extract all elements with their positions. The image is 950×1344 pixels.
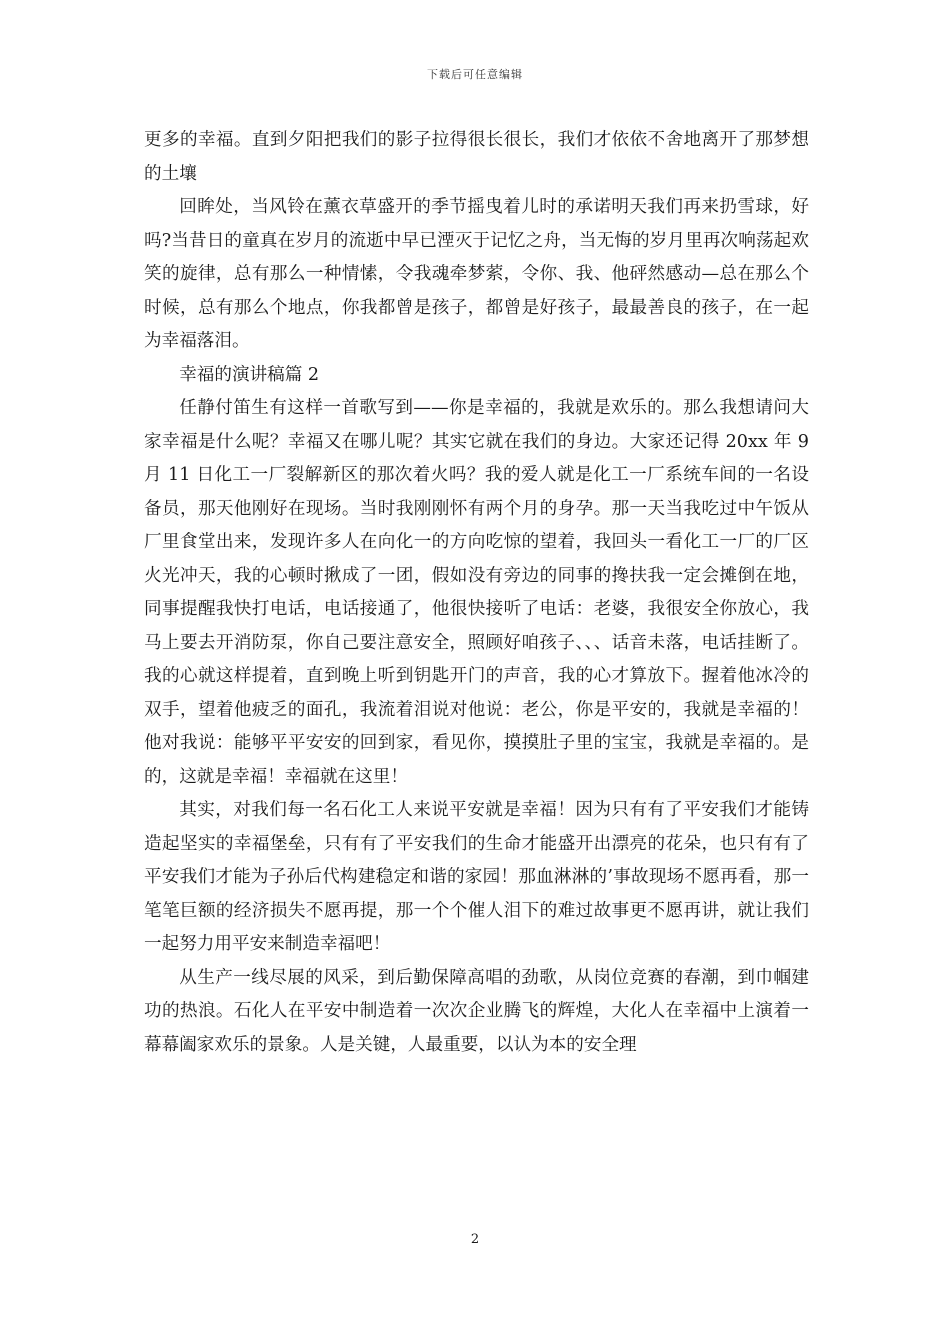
paragraph: 从生产一线尽展的风采，到后勤保障高唱的劲歌，从岗位竞赛的春潮，到巾帼建功的热浪。石化人在平安中制造着一次次企业腾飞的辉煌，大化人在幸福中上演着一幕幕阖家欢乐的景象。人是关键，人最重要，以认为本的安全理 (144, 967, 809, 1055)
paragraph: 任静付笛生有这样一首歌写到——你是幸福的，我就是欢乐的。那么我想请问大家幸福是什么呢？幸福又在哪儿呢？其实它就在我们的身边。大家还记得 20xx 年 9 月 11 日化工一厂裂解新区的那次着火吗？我的爱人就是化工一厂系统车间的一名设备员，那天他刚好在现场。当时我刚刚怀有两个月的身孕。那一天当我吃过中午饭从厂里食堂出来，发现许多人在向化一的方向吃惊的望着，我回头一看化工一厂的厂区火光冲天，我的心顿时揪成了一团，假如没有旁边的同事的搀扶我一定会摊倒在地，同事提醒我快打电话，电话接通了，他很快接听了电话：老婆，我很安全你放心，我马上要去开消防泵，你自己要注意安全，照顾好咱孩子、、、话音未落，电话挂断了。我的心就这样提着，直到晚上听到钥匙开门的声音，我的心才算放下。握着他冰冷的双手，望着他疲乏的面孔，我流着泪说对他说：老公，你是平安的，我就是幸福的！他对我说：能够平平安安的回到家，看见你，摸摸肚子里的宝宝，我就是幸福的。是的，这就是幸福！幸福就在这里！ (144, 398, 809, 787)
paragraph-continued: 更多的幸福。直到夕阳把我们的影子拉得很长很长，我们才依依不舍地离开了那梦想的土壤 (144, 130, 809, 184)
section-heading: 幸福的演讲稿篇 2 (179, 364, 320, 385)
paragraph: 其实，对我们每一名石化工人来说平安就是幸福！因为只有有了平安我们才能铸造起坚实的幸福堡垒，只有有了平安我们的生命才能盛开出漂亮的花朵，也只有有了平安我们才能为子孙后代构建稳定和谐的家园！那血淋淋的’事故现场不愿再看，那一笔笔巨额的经济损失不愿再提，那一个个催人泪下的难过故事更不愿再讲，就让我们一起努力用平安来制造幸福吧！ (144, 800, 809, 954)
page-number: 2 (470, 1232, 480, 1247)
page-header: 下载后可任意编辑 (427, 68, 523, 81)
document-body (144, 124, 809, 1062)
paragraph: 回眸处，当风铃在薰衣草盛开的季节摇曳着儿时的承诺明天我们再来扔雪球，好吗?当昔日的童真在岁月的流逝中早已湮灭于记忆之舟，当无悔的岁月里再次响荡起欢笑的旋律，总有那么一种情愫，令我魂牵梦萦，令你、我、他砰然感动—总在那么个时候，总有那么个地点，你我都曾是孩子，都曾是好孩子，最最善良的孩子，在一起为幸福落泪。 (144, 197, 809, 351)
